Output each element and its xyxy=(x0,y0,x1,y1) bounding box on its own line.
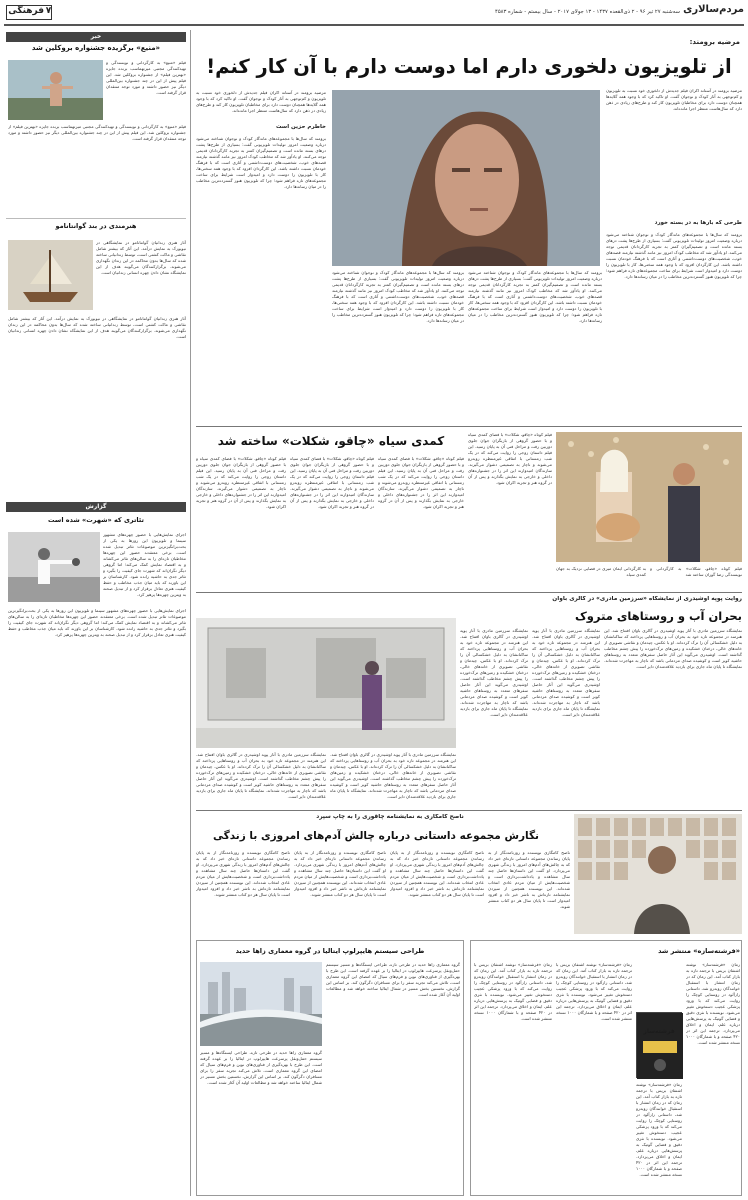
comedy-body-col3: فیلم کوتاه «چاقو، شکلات» با فضای کمدی سیاه و با حضور گروهی از بازیگران جوان جلوی دوربین رفت و مراحل فنی آن به پایان رسید. این فیلم داستان زوجی را روایت می‌کند که در یک شب زمستانی با اتفاقی غیرمنتظره روبه‌رو می‌شوند و ناچار به تصمیمی دشوار می‌گیرند. سازندگان امیدوارند این اثر را در جشنواره‌های داخلی و خارجی به نمایش بگذارند و پس از آن در گروه هنر و تجربه اکران شود. xyxy=(290,456,374,509)
main-body-col4: مرضیه برومند در آستانه اکران فیلم جدیدش از دلخوری خود نسبت به تلویزیون و کم‌توجهی به آثار کودک و نوجوان گفت. او تاکید کرد که با وجود همه گلایه‌ها همچنان دوست دارد برای مخاطبان تلویزیون کار کند و طرح‌های زیادی در ذهن دارد که سال‌هاست منتظر اجرا مانده‌اند. xyxy=(196,90,326,113)
comedy-body-col1: فیلم کوتاه «چاقو، شکلات» با فضای کمدی سیاه و با حضور گروهی از بازیگران جوان جلوی دوربین رفت و مراحل فنی آن به پایان رسید. این فیلم داستان زوجی را روایت می‌کند که در یک شب زمستانی با اتفاقی غیرمنتظره روبه‌رو می‌شوند و ناچار به تصمیمی دشوار می‌گیرند. سازندگان امیدوارند این اثر را در جشنواره‌های داخلی و خارجی به نمایش بگذارند و پس از آن در گروه هنر و تجربه اکران شود. xyxy=(468,432,552,485)
dateline: سه‌شنبه ۲۷ تیر ۹۶ - ۲ ذی‌القعده ۱۴۳۷ - ۱۳ جولای ۲۰۱۷ - سال بیستم - شماره ۴۵۸۳ xyxy=(494,9,680,15)
main-portrait-photo xyxy=(332,90,600,266)
sidebar-item2-photo xyxy=(8,240,93,310)
main-lead: مرضیه برومند در آستانه اکران فیلم جدیدش از دلخوری خود نسبت به تلویزیون و کم‌توجهی به آثار کودک و نوجوان گفت. او تاکید کرد که با وجود همه گلایه‌ها همچنان دوست دارد برای مخاطبان تلویزیون کار کند و طرح‌های زیادی در ذهن دارد که سال‌هاست منتظر اجرا مانده‌اند. xyxy=(606,88,742,111)
main-body-col2: برومند که سال‌ها با مجموعه‌های ماندگار کودک و نوجوان شناخته می‌شود درباره وضعیت امروز تولیدات تلویزیونی گفت: بسیاری از طرح‌ها پشت درهای بسته مانده است و تصمیم‌گیران کمتر به تجربه کارگردانان قدیمی توجه می‌کنند. او یادآور شد که مخاطب کودک امروز نیز مانند گذشته نیازمند قصه‌های خوب، شخصیت‌های دوست‌داشتنی و آثاری است که با فرهنگ خودمان نسبت داشته باشد. این کارگردان افزود که با وجود همه سختی‌ها، کار با تلویزیون را دوست دارد و امیدوار است شرایط برای ساخت مجموعه‌های تازه فراهم شود؛ چرا که تلویزیون هنوز گسترده‌ترین مخاطب را در میان رسانه‌ها دارد. xyxy=(468,270,602,323)
book-body-col2: ناصح کامگاری نویسنده و روزنامه‌نگار از به پایان رساندن مجموعه داستانی تازه‌ای خبر داد که به چالش‌های آدم‌های امروز با زندگی شهری می‌پردازد. او گفت این داستان‌ها حاصل چند سال مشاهده و یادداشت‌برداری است و شخصیت‌هایش از میان مردم عادی انتخاب شده‌اند. این نویسنده همچنین از سپردن نمایشنامه تازه‌اش به ناشر خبر داد و افزود امیدوار است تا پایان سال هر دو کتاب منتشر شوند. xyxy=(390,850,484,897)
book-cover-title: فرشته‌ساز xyxy=(643,1028,675,1035)
main-kicker: مرضیه برومند: xyxy=(689,38,740,46)
book-body-col3: ناصح کامگاری نویسنده و روزنامه‌نگار از به پایان رساندن مجموعه داستانی تازه‌ای خبر داد که به چالش‌های آدم‌های امروز با زندگی شهری می‌پردازد. او گفت این داستان‌ها حاصل چند سال مشاهده و یادداشت‌برداری است و شخصیت‌هایش از میان مردم عادی انتخاب شده‌اند. این نویسنده همچنین از سپردن نمایشنامه تازه‌اش به ناشر خبر داد و افزود امیدوار است تا پایان سال هر دو کتاب منتشر شوند. xyxy=(294,850,386,897)
sidebar-item1-body-more: فیلم «منیع» به کارگردانی و نویسندگی و تهیه‌کنندگی مجتبی میرتهماسب برنده جایزه «بهترین فیلم» از جشنواره بروکلین شد. این فیلم پیش از این در چند جشنواره بین‌المللی دیگر نیز حضور داشته و مورد توجه منتقدان قرار گرفته است. xyxy=(8,124,186,141)
sidebar-tag-news: خبر xyxy=(6,32,186,42)
main-sub1: خاطرم حزین است xyxy=(275,124,326,130)
exhibition-story-rule xyxy=(196,810,742,811)
sidebar-item2-body: آثار هنری زندانیان گوانتانامو در نمایشگاهی در نیویورک به نمایش درآمد. این آثار که بیشتر شامل نقاشی و ماکت کشتی است، توسط زندانیانی ساخته شده که سال‌ها بدون محاکمه در این زندان نگهداری می‌شوند. برگزارکنندگان می‌گویند هدف از این نمایشگاه نشان دادن چهره انسانی زندانیان است. xyxy=(96,240,186,275)
exhibition-photo xyxy=(196,618,456,748)
sidebar-item3-photo xyxy=(8,532,100,602)
sidebar-item2-body-more: آثار هنری زندانیان گوانتانامو در نمایشگاهی در نیویورک به نمایش درآمد. این آثار که بیشتر شامل نقاشی و ماکت کشتی است، توسط زندانیانی ساخته شده که سال‌ها بدون محاکمه در این زندان نگهداری می‌شوند. برگزارکنندگان می‌گویند هدف از این نمایشگاه نشان دادن چهره انسانی زندانیان است. xyxy=(8,316,186,339)
main-body-col3: برومند که سال‌ها با مجموعه‌های ماندگار کودک و نوجوان شناخته می‌شود درباره وضعیت امروز تولیدات تلویزیونی گفت: بسیاری از طرح‌ها پشت درهای بسته مانده است و تصمیم‌گیران کمتر به تجربه کارگردانان قدیمی توجه می‌کنند. او یادآور شد که مخاطب کودک امروز نیز مانند گذشته نیازمند قصه‌های خوب، شخصیت‌های دوست‌داشتنی و آثاری است که با فرهنگ خودمان نسبت داشته باشد. این کارگردان افزود که با وجود همه سختی‌ها، کار با تلویزیون را دوست دارد و امیدوار است شرایط برای ساخت مجموعه‌های تازه فراهم شود؛ چرا که تلویزیون هنوز گسترده‌ترین مخاطب را در میان رسانه‌ها دارد. xyxy=(332,270,464,323)
book-headline: نگارش مجموعه داستانی درباره چالش آدم‌های امروزی با زندگی xyxy=(213,830,539,842)
main-story-rule xyxy=(196,426,742,427)
exhibition-body-col5: نمایشگاه سرزمین مادری با آثار پوپه اوشیدری در گالری باوان افتتاح شد. این هنرمند در مجموعه تازه خود به بحران آب و روستاهایی پرداخته که ساکنانشان به دلیل خشکسالی آن را ترک کرده‌اند. او با عکس، چیدمان و نقاشی تصویری از خانه‌های خالی، درختان خشکیده و زمین‌های ترک‌خورده را پیش چشم مخاطب گذاشته است. اوشیدری می‌گوید این آثار حاصل سفرهای متعدد به روستاهای حاشیه کویر است و کوشیده صدای مردمانی باشد که ناچار به مهاجرت شده‌اند. نمایشگاه تا پایان ماه جاری برای بازدید علاقه‌مندان دایر است. xyxy=(196,752,326,799)
sidebar-item1-body: فیلم «منیع» به کارگردانی و نویسندگی و تهیه‌کنندگی مجتبی میرتهماسب برنده جایزه «بهترین فیلم» از جشنواره بروکلین شد. این فیلم پیش از این در چند جشنواره بین‌المللی دیگر نیز حضور داشته و مورد توجه منتقدان قرار گرفته است. xyxy=(106,60,186,95)
sidebar-item3-body-more: اجرای نمایش‌هایی با حضور چهره‌های مشهور سینما و تلویزیون این روزها به یکی از بحث‌برانگیزترین موضوعات تئاتر تبدیل شده است. برخی معتقدند حضور این چهره‌ها مخاطبان تازه‌ای را به سالن‌های تئاتر می‌کشاند و به اقتصاد نمایش کمک می‌کند؛ اما گروهی دیگر نگران‌اند که شهرت جای کیفیت را بگیرد و تئاتر جدی به حاشیه رانده شود. کارشناسان بر این باورند که باید میان جذب مخاطب و حفظ کیفیت هنری تعادل برقرار کرد و از تبدیل صحنه به ویترین چهره‌ها پرهیز کرد. xyxy=(8,608,186,637)
sidebar-item1-title: «منیع» برگزیده جشنواره بروکلین شد xyxy=(31,44,161,52)
book-news-headline: «فرشته‌سازه» منتشر شد xyxy=(658,947,740,955)
exhibition-kicker: روایت پوپه اوشیدری از نمایشگاه «سرزمین مادری» در گالری باوان xyxy=(552,596,742,602)
architecture-headline: طراحی سیستم هایپرلوپ ایتالیا در گروه معماری زاها حدید xyxy=(235,947,425,955)
main-body-col4-more: برومند که سال‌ها با مجموعه‌های ماندگار کودک و نوجوان شناخته می‌شود درباره وضعیت امروز تولیدات تلویزیونی گفت: بسیاری از طرح‌ها پشت درهای بسته مانده است و تصمیم‌گیران کمتر به تجربه کارگردانان قدیمی توجه می‌کنند. او یادآور شد که مخاطب کودک امروز نیز مانند گذشته نیازمند قصه‌های خوب، شخصیت‌های دوست‌داشتنی و آثاری است که با فرهنگ خودمان نسبت داشته باشد. این کارگردان افزود که با وجود همه سختی‌ها، کار با تلویزیون را دوست دارد و امیدوار است شرایط برای ساخت مجموعه‌های تازه فراهم شود؛ چرا که تلویزیون هنوز گسترده‌ترین مخاطب را در میان رسانه‌ها دارد. xyxy=(196,136,326,189)
exhibition-body-col4: نمایشگاه سرزمین مادری با آثار پوپه اوشیدری در گالری باوان افتتاح شد. این هنرمند در مجموعه تازه خود به بحران آب و روستاهایی پرداخته که ساکنانشان به دلیل خشکسالی آن را ترک کرده‌اند. او با عکس، چیدمان و نقاشی تصویری از خانه‌های خالی، درختان خشکیده و زمین‌های ترک‌خورده را پیش چشم مخاطب گذاشته است. اوشیدری می‌گوید این آثار حاصل سفرهای متعدد به روستاهای حاشیه کویر است و کوشیده صدای مردمانی باشد که ناچار به مهاجرت شده‌اند. نمایشگاه تا پایان ماه جاری برای بازدید علاقه‌مندان دایر است. xyxy=(330,752,456,799)
header-rule xyxy=(4,24,744,26)
sidebar-divider xyxy=(190,30,191,1196)
book-cover xyxy=(636,1012,682,1078)
exhibition-body-col3: نمایشگاه سرزمین مادری با آثار پوپه اوشیدری در گالری باوان افتتاح شد. این هنرمند در مجموعه تازه خود به بحران آب و روستاهایی پرداخته که ساکنانشان به دلیل خشکسالی آن را ترک کرده‌اند. او با عکس، چیدمان و نقاشی تصویری از خانه‌های خالی، درختان خشکیده و زمین‌های ترک‌خورده را پیش چشم مخاطب گذاشته است. اوشیدری می‌گوید این آثار حاصل سفرهای متعدد به روستاهای حاشیه کویر است و کوشیده صدای مردمانی باشد که ناچار به مهاجرت شده‌اند. نمایشگاه تا پایان ماه جاری برای بازدید علاقه‌مندان دایر است. xyxy=(460,628,528,717)
sidebar-item3-body: اجرای نمایش‌هایی با حضور چهره‌های مشهور سینما و تلویزیون این روزها به یکی از بحث‌برانگیزترین موضوعات تئاتر تبدیل شده است. برخی معتقدند حضور این چهره‌ها مخاطبان تازه‌ای را به سالن‌های تئاتر می‌کشاند و به اقتصاد نمایش کمک می‌کند؛ اما گروهی دیگر نگران‌اند که شهرت جای کیفیت را بگیرد و تئاتر جدی به حاشیه رانده شود. کارشناسان بر این باورند که باید میان جذب مخاطب و حفظ کیفیت هنری تعادل برقرار کرد و از تبدیل صحنه به ویترین چهره‌ها پرهیز کرد. xyxy=(103,532,186,597)
book-body-col1: ناصح کامگاری نویسنده و روزنامه‌نگار از به پایان رساندن مجموعه داستانی تازه‌ای خبر داد که به چالش‌های آدم‌های امروز با زندگی شهری می‌پردازد. او گفت این داستان‌ها حاصل چند سال مشاهده و یادداشت‌برداری است و شخصیت‌هایش از میان مردم عادی انتخاب شده‌اند. این نویسنده همچنین از سپردن نمایشنامه تازه‌اش به ناشر خبر داد و افزود امیدوار است تا پایان سال هر دو کتاب منتشر شوند. xyxy=(488,850,570,909)
sidebar-sep-1 xyxy=(6,218,186,219)
comedy-body-col4: فیلم کوتاه «چاقو، شکلات» با فضای کمدی سیاه و با حضور گروهی از بازیگران جوان جلوی دوربین رفت و مراحل فنی آن به پایان رسید. این فیلم داستان زوجی را روایت می‌کند که در یک شب زمستانی با اتفاقی غیرمنتظره روبه‌رو می‌شوند و ناچار به تصمیمی دشوار می‌گیرند. سازندگان امیدوارند این اثر را در جشنواره‌های داخلی و خارجی به نمایش بگذارند و پس از آن در گروه هنر و تجربه اکران شود. xyxy=(196,456,286,509)
main-headline: از تلویزیون دلخوری دارم اما دوست دارم با آن کار کنم! xyxy=(206,55,732,78)
comedy-caption2: به کارگردانی ایمان میری در فضایی نزدیک به جهان کمدی سیاه xyxy=(556,566,646,577)
book-news-body-col4: رمان «فرشته‌ساز» نوشته اشتفان بریس با ترجمه تازه به بازار کتاب آمد. این رمان که در زمان انتشار با استقبال خوانندگان روبه‌رو شد، داستانی رازآلود در روستایی کوچک را روایت می‌کند که با ورود پزشکی عجیب دستخوش تغییر می‌شود. نویسنده با نثری دقیق و فضایی گوتیک به پرسش‌هایی درباره علم، ایمان و اخلاق می‌پردازد. ترجمه این اثر در ۴۲۰ صفحه و با شمارگان ۱۰۰۰ نسخه منتشر شده است. xyxy=(474,962,552,1021)
book-news-body-col3: رمان «فرشته‌ساز» نوشته اشتفان بریس با ترجمه تازه به بازار کتاب آمد. این رمان که در زمان انتشار با استقبال خوانندگان روبه‌رو شد، داستانی رازآلود در روستایی کوچک را روایت می‌کند که با ورود پزشکی عجیب دستخوش تغییر می‌شود. نویسنده با نثری دقیق و فضایی گوتیک به پرسش‌هایی درباره علم، ایمان و اخلاق می‌پردازد. ترجمه این اثر در ۴۲۰ صفحه و با شمارگان ۱۰۰۰ نسخه منتشر شده است. xyxy=(556,962,632,1021)
page-number-badge: ۷ xyxy=(45,6,52,16)
book-author-photo xyxy=(574,814,742,934)
book-kicker: ناصح کامگاری به نمایشنامه چاقوری را به چاپ سپرد xyxy=(316,814,464,820)
comedy-photo xyxy=(556,432,742,562)
page-header xyxy=(0,0,748,26)
main-body-col1: برومند که سال‌ها با مجموعه‌های ماندگار کودک و نوجوان شناخته می‌شود درباره وضعیت امروز تولیدات تلویزیونی گفت: بسیاری از طرح‌ها پشت درهای بسته مانده است و تصمیم‌گیران کمتر به تجربه کارگردانان قدیمی توجه می‌کنند. او یادآور شد که مخاطب کودک امروز نیز مانند گذشته نیازمند قصه‌های خوب، شخصیت‌های دوست‌داشتنی و آثاری است که با فرهنگ خودمان نسبت داشته باشد. این کارگردان افزود که با وجود همه سختی‌ها، کار با تلویزیون را دوست دارد و امیدوار است شرایط برای ساخت مجموعه‌های تازه فراهم شود؛ چرا که تلویزیون هنوز گسترده‌ترین مخاطب را در میان رسانه‌ها دارد. xyxy=(606,232,742,279)
sidebar-item3-title: تئاتری که «شهرت» شده است xyxy=(48,516,144,524)
comedy-headline: کمدی سیاه «چاقو، شکلات» ساخته شد xyxy=(217,434,445,448)
comedy-body-col2: فیلم کوتاه «چاقو، شکلات» با فضای کمدی سیاه و با حضور گروهی از بازیگران جوان جلوی دوربین رفت و مراحل فنی آن به پایان رسید. این فیلم داستان زوجی را روایت می‌کند که در یک شب زمستانی با اتفاقی غیرمنتظره روبه‌رو می‌شوند و ناچار به تصمیمی دشوار می‌گیرند. سازندگان امیدوارند این اثر را در جشنواره‌های داخلی و خارجی به نمایش بگذارند و پس از آن در گروه هنر و تجربه اکران شود. xyxy=(378,456,464,509)
architecture-body-col2: گروه معماری زاها حدید در طرحی تازه، طراحی ایستگاه‌ها و مسیر سیستم حمل‌ونقل پرسرعت هایپرلوپ در ایتالیا را بر عهده گرفته است. این طرح با بهره‌گیری از فناوری‌های نوین و فرم‌های سیال که امضای این گروه معماری است، تلاش می‌کند تجربه سفر را برای مسافران دگرگون کند. بر اساس این گزارش، نخستین بخش مسیر در شمال ایتالیا ساخته خواهد شد و مطالعات اولیه آن آغاز شده است. xyxy=(200,1050,322,1085)
comedy-caption: فیلم کوتاه «چاقو، شکلات» به کارگردانی و نویسندگی رضا گوران ساخته شد xyxy=(650,566,742,577)
main-sub2: طرحی که بارها به در بسته خورد xyxy=(654,220,742,226)
exhibition-body-col2: نمایشگاه سرزمین مادری با آثار پوپه اوشیدری در گالری باوان افتتاح شد. این هنرمند در مجموعه تازه خود به بحران آب و روستاهایی پرداخته که ساکنانشان به دلیل خشکسالی آن را ترک کرده‌اند. او با عکس، چیدمان و نقاشی تصویری از خانه‌های خالی، درختان خشکیده و زمین‌های ترک‌خورده را پیش چشم مخاطب گذاشته است. اوشیدری می‌گوید این آثار حاصل سفرهای متعدد به روستاهای حاشیه کویر است و کوشیده صدای مردمانی باشد که ناچار به مهاجرت شده‌اند. نمایشگاه تا پایان ماه جاری برای بازدید علاقه‌مندان دایر است. xyxy=(532,628,600,717)
comedy-story-rule xyxy=(196,592,742,593)
sidebar-item1-photo xyxy=(8,60,103,120)
sidebar-item2-title: هنرمندی در بند گوانتانامو xyxy=(55,222,137,230)
book-news-body-col1: رمان «فرشته‌ساز» نوشته اشتفان بریس با ترجمه تازه به بازار کتاب آمد. این رمان که در زمان انتشار با استقبال خوانندگان روبه‌رو شد، داستانی رازآلود در روستایی کوچک را روایت می‌کند که با ورود پزشکی عجیب دستخوش تغییر می‌شود. نویسنده با نثری دقیق و فضایی گوتیک به پرسش‌هایی درباره علم، ایمان و اخلاق می‌پردازد. ترجمه این اثر در ۴۲۰ صفحه و با شمارگان ۱۰۰۰ نسخه منتشر شده است. xyxy=(686,962,740,1045)
exhibition-headline: بحران آب و روستاهای متروک xyxy=(575,609,742,623)
architecture-photo xyxy=(200,962,322,1046)
architecture-body-col1: گروه معماری زاها حدید در طرحی تازه، طراحی ایستگاه‌ها و مسیر سیستم حمل‌ونقل پرسرعت هایپرلوپ در ایتالیا را بر عهده گرفته است. این طرح با بهره‌گیری از فناوری‌های نوین و فرم‌های سیال که امضای این گروه معماری است، تلاش می‌کند تجربه سفر را برای مسافران دگرگون کند. بر اساس این گزارش، نخستین بخش مسیر در شمال ایتالیا ساخته خواهد شد و مطالعات اولیه آن آغاز شده است. xyxy=(326,962,460,997)
masthead: مردم‌سالاری xyxy=(683,4,744,15)
book-news-body-col2: رمان «فرشته‌ساز» نوشته اشتفان بریس با ترجمه تازه به بازار کتاب آمد. این رمان که در زمان انتشار با استقبال خوانندگان روبه‌رو شد، داستانی رازآلود در روستایی کوچک را روایت می‌کند که با ورود پزشکی عجیب دستخوش تغییر می‌شود. نویسنده با نثری دقیق و فضایی گوتیک به پرسش‌هایی درباره علم، ایمان و اخلاق می‌پردازد. ترجمه این اثر در ۴۲۰ صفحه و با شمارگان ۱۰۰۰ نسخه منتشر شده است. xyxy=(636,1082,682,1177)
exhibition-body-col1: نمایشگاه سرزمین مادری با آثار پوپه اوشیدری در گالری باوان افتتاح شد. این هنرمند در مجموعه تازه خود به بحران آب و روستاهایی پرداخته که ساکنانشان به دلیل خشکسالی آن را ترک کرده‌اند. او با عکس، چیدمان و نقاشی تصویری از خانه‌های خالی، درختان خشکیده و زمین‌های ترک‌خورده را پیش چشم مخاطب گذاشته است. اوشیدری می‌گوید این آثار حاصل سفرهای متعدد به روستاهای حاشیه کویر است و کوشیده صدای مردمانی باشد که ناچار به مهاجرت شده‌اند. نمایشگاه تا پایان ماه جاری برای بازدید علاقه‌مندان دایر است. xyxy=(604,628,742,669)
section-label: فرهنگی xyxy=(8,6,44,16)
sidebar-tag-report: گزارش xyxy=(6,502,186,512)
book-body-col4: ناصح کامگاری نویسنده و روزنامه‌نگار از به پایان رساندن مجموعه داستانی تازه‌ای خبر داد که به چالش‌های آدم‌های امروز با زندگی شهری می‌پردازد. او گفت این داستان‌ها حاصل چند سال مشاهده و یادداشت‌برداری است و شخصیت‌هایش از میان مردم عادی انتخاب شده‌اند. این نویسنده همچنین از سپردن نمایشنامه تازه‌اش به ناشر خبر داد و افزود امیدوار است تا پایان سال هر دو کتاب منتشر شوند. xyxy=(196,850,290,897)
